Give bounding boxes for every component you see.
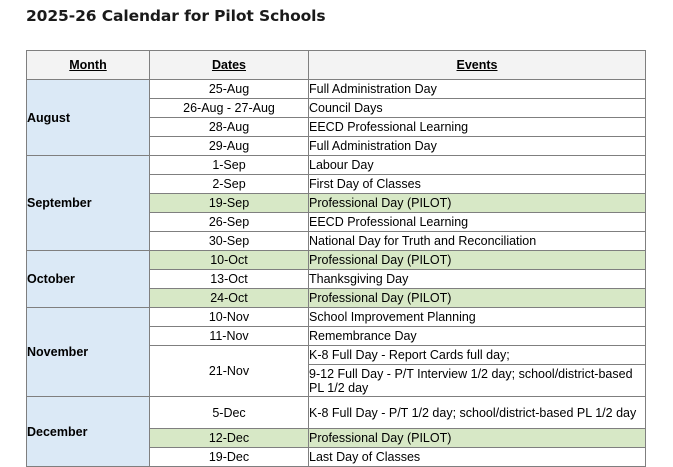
calendar-table [26, 50, 646, 467]
date-cell: 29-Aug [150, 137, 309, 156]
event-cell: 9-12 Full Day - P/T Interview 1/2 day; school/district-based PL 1/2 day [309, 365, 646, 397]
month-cell: October [27, 251, 150, 308]
event-cell: K-8 Full Day - Report Cards full day; [309, 346, 646, 365]
event-cell: National Day for Truth and Reconciliation [309, 232, 646, 251]
table-row [27, 308, 646, 327]
month-cell: December [27, 397, 150, 467]
date-cell: 13-Oct [150, 270, 309, 289]
event-cell: EECD Professional Learning [309, 118, 646, 137]
event-cell: School Improvement Planning [309, 308, 646, 327]
date-cell: 30-Sep [150, 232, 309, 251]
month-cell: November [27, 308, 150, 397]
page-title: 2025-26 Calendar for Pilot Schools [26, 7, 326, 25]
event-cell: Professional Day (PILOT) [309, 429, 646, 448]
event-cell: Last Day of Classes [309, 448, 646, 467]
event-cell: Council Days [309, 99, 646, 118]
event-cell: Labour Day [309, 156, 646, 175]
event-cell: Remembrance Day [309, 327, 646, 346]
table-row-pilot [27, 251, 646, 270]
month-column-header: Month [27, 51, 150, 80]
table-row [27, 397, 646, 429]
date-cell: 25-Aug [150, 80, 309, 99]
date-cell: 24-Oct [150, 289, 309, 308]
date-cell: 5-Dec [150, 397, 309, 429]
date-cell: 11-Nov [150, 327, 309, 346]
header-row [27, 51, 646, 80]
month-cell: August [27, 80, 150, 156]
event-cell: EECD Professional Learning [309, 213, 646, 232]
date-cell: 21-Nov [150, 346, 309, 397]
date-cell: 10-Oct [150, 251, 309, 270]
table-row [27, 156, 646, 175]
event-cell: Full Administration Day [309, 80, 646, 99]
date-cell: 10-Nov [150, 308, 309, 327]
date-cell: 1-Sep [150, 156, 309, 175]
dates-column-header: Dates [150, 51, 309, 80]
event-cell: Professional Day (PILOT) [309, 289, 646, 308]
event-cell: K-8 Full Day - P/T 1/2 day; school/district-based PL 1/2 day [309, 397, 646, 429]
event-cell: First Day of Classes [309, 175, 646, 194]
date-cell: 19-Sep [150, 194, 309, 213]
date-cell: 19-Dec [150, 448, 309, 467]
date-cell: 28-Aug [150, 118, 309, 137]
event-cell: Professional Day (PILOT) [309, 251, 646, 270]
date-cell: 26-Sep [150, 213, 309, 232]
month-cell: September [27, 156, 150, 251]
event-cell: Full Administration Day [309, 137, 646, 156]
events-column-header: Events [309, 51, 646, 80]
table-row [27, 80, 646, 99]
date-cell: 26-Aug - 27-Aug [150, 99, 309, 118]
event-cell: Thanksgiving Day [309, 270, 646, 289]
event-cell: Professional Day (PILOT) [309, 194, 646, 213]
date-cell: 2-Sep [150, 175, 309, 194]
date-cell: 12-Dec [150, 429, 309, 448]
